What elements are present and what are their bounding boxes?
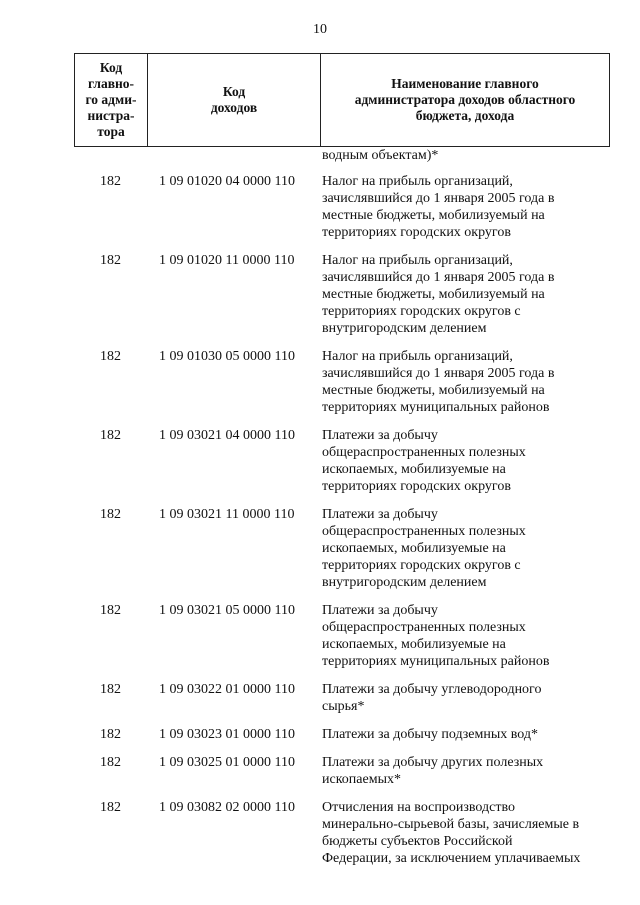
income-name-cell: Платежи за добычу углеводородного сырья* [322,682,542,714]
table-row [0,506,640,591]
table-body [0,173,640,878]
income-code-cell: 1 09 03021 05 0000 110 [159,603,295,618]
table-row [0,602,640,670]
admin-code-cell: 182 [100,682,121,697]
admin-code-cell: 182 [100,428,121,443]
admin-code-cell: 182 [100,800,121,815]
table-row [0,348,640,416]
table-row [0,754,640,788]
income-code-cell: 1 09 03082 02 0000 110 [159,800,295,815]
admin-code-cell: 182 [100,603,121,618]
table-row [0,427,640,495]
income-name-cell: Платежи за добычу общераспространенных полезных ископаемых, мобилизуемые на территориях городских округов с внутригородским делением [322,507,526,590]
table-header [74,53,610,147]
income-name-cell: Налог на прибыль организаций, зачислявшийся до 1 января 2005 года в местные бюджеты, мобилизуемый на территориях муниципальных районов [322,349,555,415]
admin-code-cell: 182 [100,727,121,742]
income-code-cell: 1 09 01020 04 0000 110 [159,174,295,189]
income-name-cell: Платежи за добычу подземных вод* [322,727,539,742]
header-income-code: Код доходов [148,54,321,146]
income-code-cell: 1 09 03023 01 0000 110 [159,727,295,742]
income-code-cell: 1 09 01030 05 0000 110 [159,349,295,364]
admin-code-cell: 182 [100,253,121,268]
income-code-cell: 1 09 03025 01 0000 110 [159,755,295,770]
header-name: Наименование главного администратора доходов областного бюджета, дохода [354,76,576,123]
page-number: 10 [313,22,327,37]
income-name-cell: Отчисления на воспроизводство минерально-сырьевой базы, зачисляемые в бюджеты субъектов Российской Федерации, за исключением уплачиваемых [322,800,581,866]
income-name-cell: Налог на прибыль организаций, зачислявшийся до 1 января 2005 года в местные бюджеты, мобилизуемый на территориях городских округов [322,174,555,240]
income-name-cell: Платежи за добычу общераспространенных полезных ископаемых, мобилизуемые на территориях городских округов [322,428,526,494]
income-name-cell: Налог на прибыль организаций, зачислявшийся до 1 января 2005 года в местные бюджеты, мобилизуемый на территориях городских округов с внутригородским делением [322,253,555,336]
table-row [0,726,640,743]
admin-code-cell: 182 [100,507,121,522]
continuation-text: водным объектам)* [322,148,439,163]
income-name-cell: Платежи за добычу общераспространенных полезных ископаемых, мобилизуемые на территориях муниципальных районов [322,603,550,669]
income-code-cell: 1 09 03022 01 0000 110 [159,682,295,697]
income-code-cell: 1 09 01020 11 0000 110 [159,253,295,268]
income-name-cell: Платежи за добычу других полезных ископаемых* [322,755,544,787]
table-row [0,173,640,241]
admin-code-cell: 182 [100,349,121,364]
income-code-cell: 1 09 03021 11 0000 110 [159,507,295,522]
table-row [0,681,640,715]
table-row [0,799,640,867]
header-admin-code: Код главно- го адми- нистра- тора [75,54,148,146]
table-row [0,252,640,337]
income-code-cell: 1 09 03021 04 0000 110 [159,428,295,443]
admin-code-cell: 182 [100,174,121,189]
admin-code-cell: 182 [100,755,121,770]
